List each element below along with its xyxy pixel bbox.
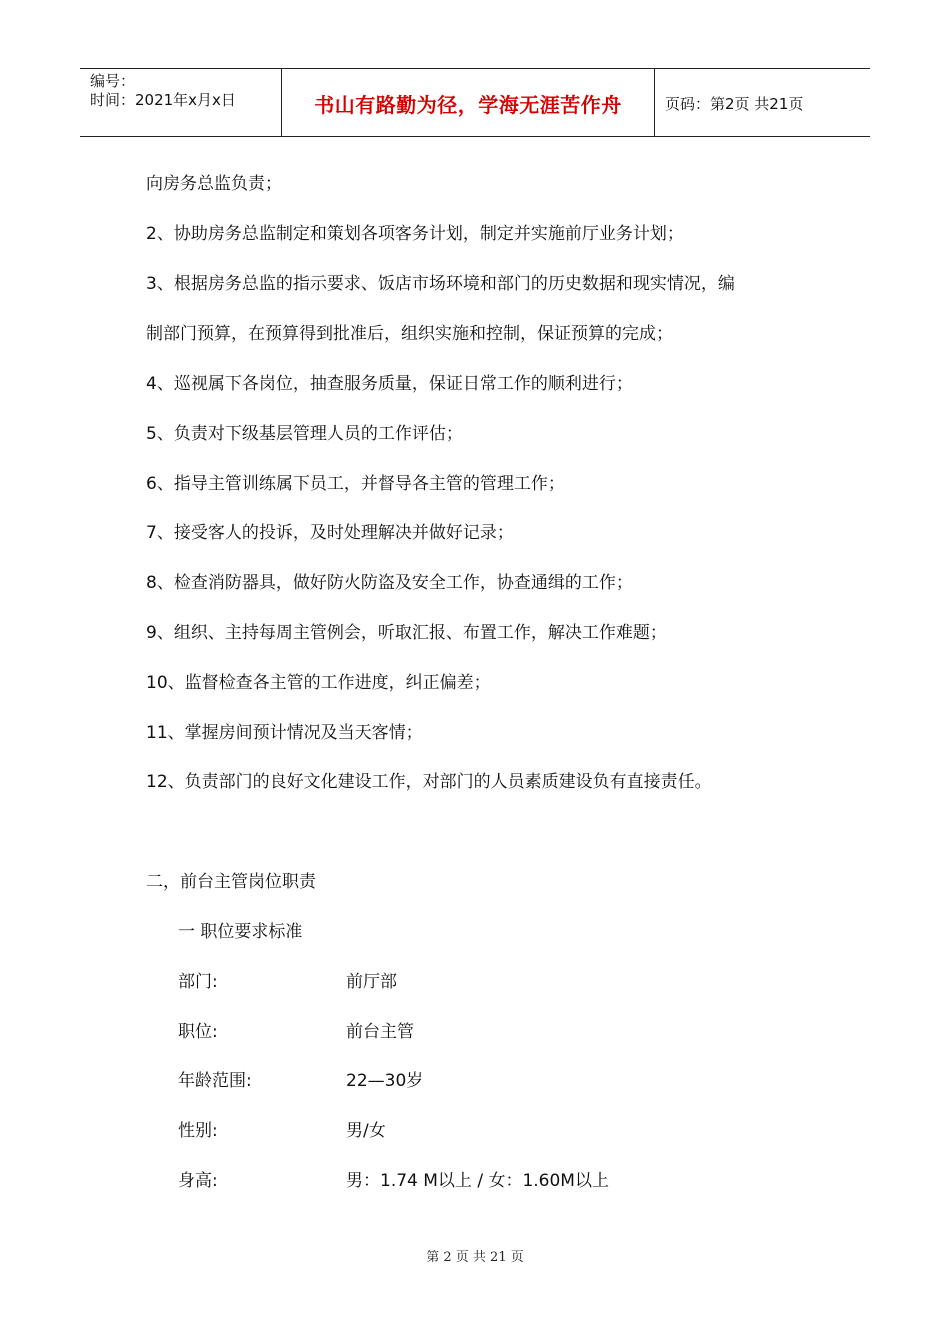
section-subtitle: 一 职位要求标准 [178,922,303,942]
header-top-rule [80,68,870,69]
header-page-info: 页码：第2页 共21页 [665,95,804,113]
header-divider-right [654,68,655,136]
body-line: 12、负责部门的良好文化建设工作，对部门的人员素质建设负有直接责任。 [146,772,712,792]
header-bottom-rule [80,136,870,137]
page-footer: 第 2 页 共 21 页 [426,1250,524,1265]
header-motto: 书山有路勤为径，学海无涯苦作舟 [314,93,622,117]
body-line: 5、负责对下级基层管理人员的工作评估； [146,424,463,444]
field-value-height: 男：1.74 M以上 / 女：1.60M以上 [346,1171,609,1191]
body-line: 3、根据房务总监的指示要求、饭店市场环境和部门的历史数据和现实情况，编 [146,274,735,294]
section-title: 二，前台主管岗位职责 [146,872,316,892]
field-label-age-range: 年龄范围: [178,1071,252,1091]
body-line: 9、组织、主持每周主管例会，听取汇报、布置工作，解决工作难题； [146,623,667,643]
header-time-label: 时间：2021年x月x日 [90,91,236,109]
field-label-department: 部门: [178,972,218,992]
body-line: 4、巡视属下各岗位，抽查服务质量，保证日常工作的顺利进行； [146,374,633,394]
body-line: 6、指导主管训练属下员工，并督导各主管的管理工作； [146,474,565,494]
body-line: 8、检查消防器具，做好防火防盗及安全工作，协查通缉的工作； [146,573,633,593]
header-meta [90,72,236,110]
field-value-gender: 男/女 [346,1121,386,1141]
body-line: 向房务总监负责； [146,174,282,194]
field-value-department: 前厅部 [346,972,397,992]
header-number-label: 编号： [90,72,136,90]
body-line: 10、监督检查各主管的工作进度，纠正偏差； [146,673,491,693]
field-value-age-range: 22—30岁 [346,1071,424,1091]
body-line: 11、掌握房间预计情况及当天客情； [146,723,423,743]
field-value-position: 前台主管 [346,1022,414,1042]
field-label-gender: 性别: [178,1121,218,1141]
body-line: 制部门预算，在预算得到批准后，组织实施和控制，保证预算的完成； [146,324,673,344]
field-label-position: 职位: [178,1022,218,1042]
field-label-height: 身高: [178,1171,218,1191]
body-line: 7、接受客人的投诉，及时处理解决并做好记录； [146,523,514,543]
body-line: 2、协助房务总监制定和策划各项客务计划，制定并实施前厅业务计划； [146,224,684,244]
